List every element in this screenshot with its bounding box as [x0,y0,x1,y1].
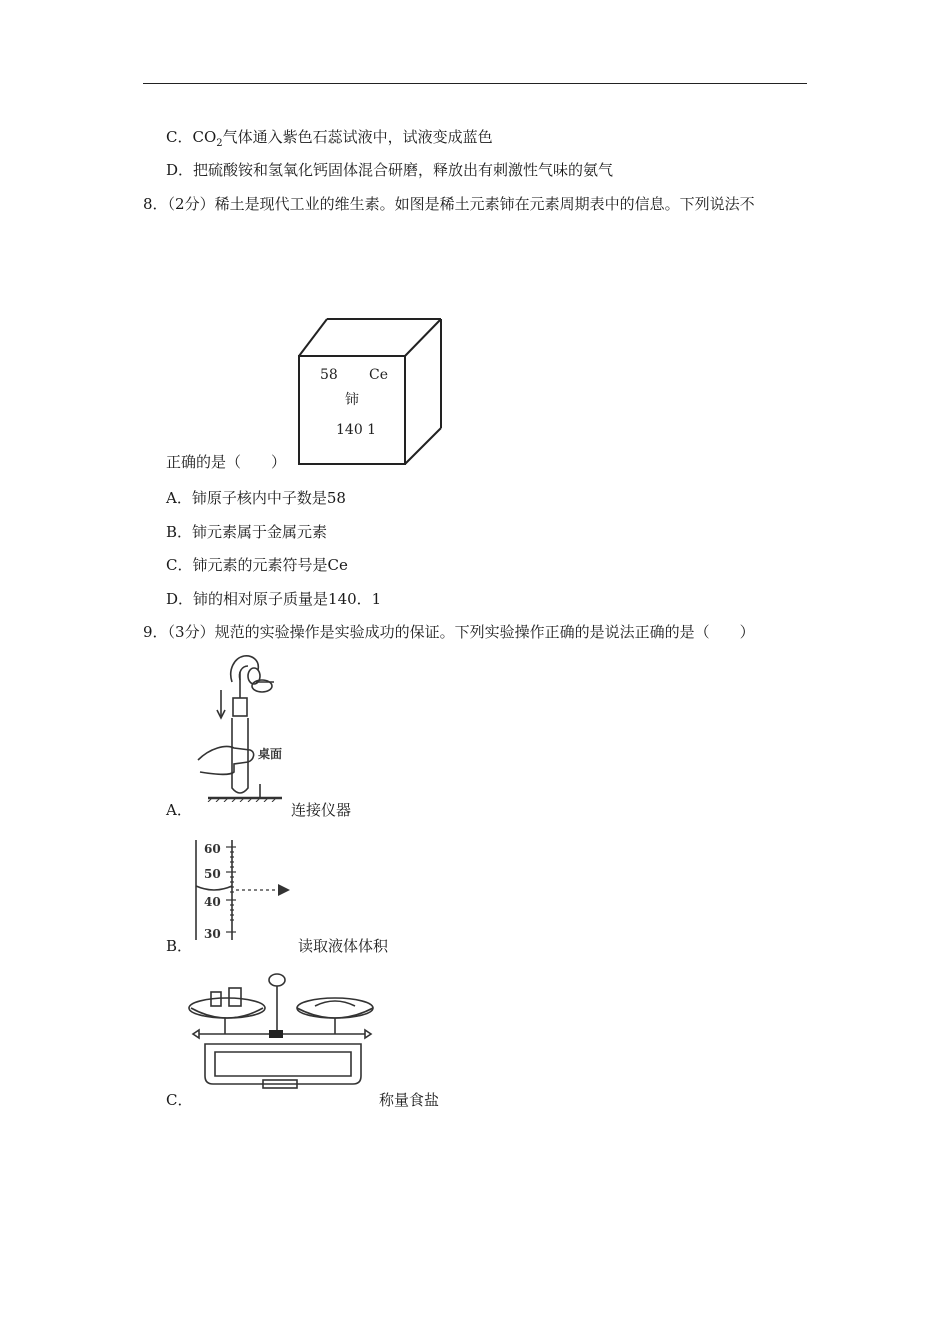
header-rule [143,83,807,84]
q8-stem: 8．（2分）稀土是现代工业的维生素。如图是稀土元素铈在元素周期表中的信息。下列说法不 [143,195,755,213]
element-symbol: Ce [369,367,388,383]
atomic-mass: 140 1 [336,422,377,438]
q8-stem-continued: 正确的是（ ） [166,453,287,471]
q8-option-a: A．铈原子核内中子数是58 [166,489,346,507]
q9-option-a-letter: A． [166,801,192,819]
q8-option-b: B．铈元素属于金属元素 [166,523,328,541]
q9-option-b-text: 读取液体体积 [298,937,389,955]
svg-text:50: 50 [204,867,221,881]
q9-option-a-text: 连接仪器 [291,801,352,819]
q8-option-c: C．铈元素的元素符号是Ce [166,556,348,574]
q9-stem: 9．（3分）规范的实验操作是实验成功的保证。下列实验操作正确的是说法正确的是（ ） [143,623,755,641]
q9-option-c-text: 称量食盐 [379,1091,440,1109]
q9-option-c-letter: C． [166,1091,193,1109]
atomic-number: 58 [320,367,338,383]
svg-text:30: 30 [204,927,221,941]
table-label: 桌面 [258,747,283,761]
cerium-element-cell-figure [296,316,446,468]
connect-apparatus-figure [190,652,290,802]
q7-option-d: D．把硫酸铵和氢氧化钙固体混合研磨，释放出有刺激性气味的氨气 [166,161,614,179]
q7-option-c: C．$CO_2$气体通入紫色石蕊试液中，试液变成蓝色 [166,128,493,149]
q9-option-b-letter: B． [166,937,193,955]
svg-text:60: 60 [204,842,221,856]
q8-option-d: D．铈的相对原子质量是140．1 [166,590,382,608]
balance-scale-figure [185,972,385,1090]
graduated-cylinder-figure [190,838,300,942]
svg-text:40: 40 [204,895,221,909]
element-name: 铈 [345,392,359,408]
